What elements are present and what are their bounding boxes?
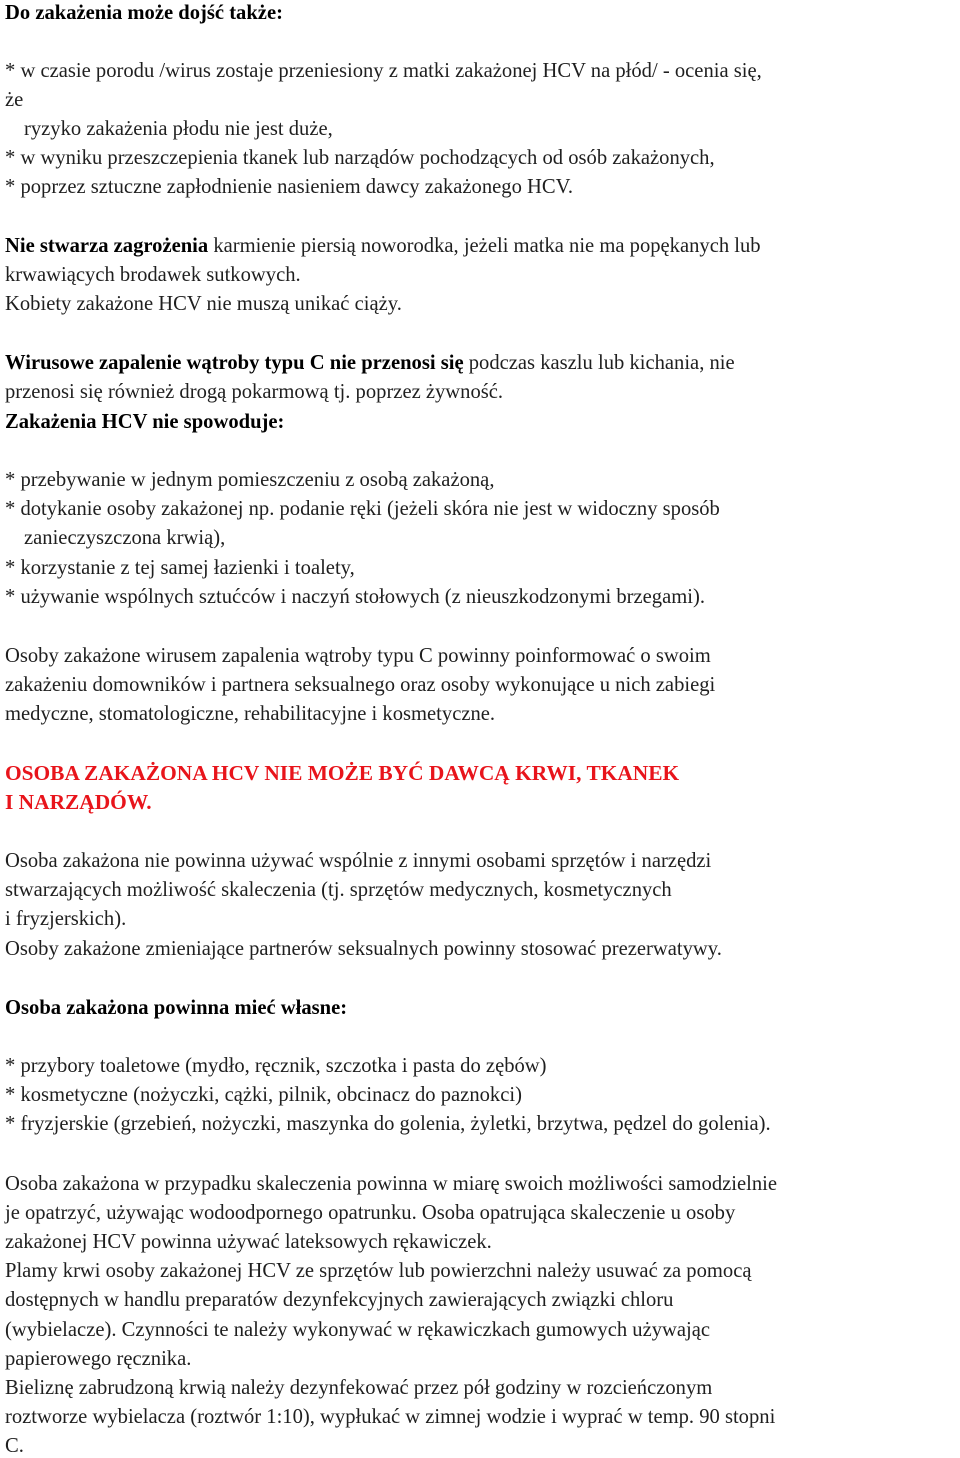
pregnancy-line: Kobiety zakażone HCV nie muszą unikać ciąży. [5, 293, 402, 315]
cough-paragraph [5, 351, 735, 375]
list-item: * przebywanie w jednym pomieszczeniu z osobą zakażoną, [5, 469, 495, 491]
heading-infection-also: Do zakażenia może dojść także: [5, 2, 283, 24]
list-item: * fryzjerskie (grzebień, nożyczki, maszynka do golenia, żyletki, brzytwa, pędzel do golenia). [5, 1113, 771, 1135]
list-item: * używanie wspólnych sztućców i naczyń stołowych (z nieuszkodzonymi brzegami). [5, 586, 705, 608]
equipment-line: i fryzjerskich). [5, 908, 127, 930]
warning-line: OSOBA ZAKAŻONA HCV NIE MOŻE BYĆ DAWCĄ KRWI, TKANEK [5, 761, 680, 785]
list-item: * poprzez sztuczne zapłodnienie nasieniem dawcy zakażonego HCV. [5, 176, 574, 198]
inform-line: medyczne, stomatologiczne, rehabilitacyjne i kosmetyczne. [5, 703, 496, 725]
list-item-continuation: zanieczyszczona krwią), [24, 527, 226, 549]
wounds-line: zakażonej HCV powinna używać lateksowych rękawiczek. [5, 1231, 492, 1253]
list-item-continuation: że [5, 89, 24, 111]
cough-bold-lead: Wirusowe zapalenie wątroby typu C nie przenosi się [5, 352, 464, 374]
cough-line: przenosi się również drogą pokarmową tj. poprzez żywność. [5, 381, 504, 403]
equipment-line: Osoba zakażona nie powinna używać wspólnie z innymi osobami sprzętów i narzędzi [5, 850, 712, 872]
cough-text: podczas kaszlu lub kichania, nie [463, 352, 735, 374]
condom-line: Osoby zakażone zmieniające partnerów seksualnych powinny stosować prezerwatywy. [5, 938, 722, 960]
breastfeeding-line: krwawiących brodawek sutkowych. [5, 264, 301, 286]
warning-line: I NARZĄDÓW. [5, 790, 152, 814]
wounds-line: Plamy krwi osoby zakażonej HCV ze sprzętów lub powierzchni należy usuwać za pomocą [5, 1260, 752, 1282]
list-item: * dotykanie osoby zakażonej np. podanie ręki (jeżeli skóra nie jest w widoczny sposób [5, 498, 720, 520]
equipment-line: stwarzających możliwość skaleczenia (tj. sprzętów medycznych, kosmetycznych [5, 879, 672, 901]
wounds-line: dostępnych w handlu preparatów dezynfekcyjnych zawierających związki chloru [5, 1289, 674, 1311]
breastfeeding-text: karmienie piersią noworodka, jeżeli matka nie ma popękanych lub [208, 235, 761, 257]
wounds-line: roztworze wybielacza (roztwór 1:10), wypłukać w zimnej wodzie i wyprać w temp. 90 stopni [5, 1406, 776, 1428]
list-item: * kosmetyczne (nożyczki, cążki, pilnik, obcinacz do paznokci) [5, 1084, 522, 1106]
wounds-line: je opatrzyć, używając wodoodpornego opatrunku. Osoba opatrująca skaleczenie u osoby [5, 1202, 736, 1224]
list-item: * w wyniku przeszczepienia tkanek lub narządów pochodzących od osób zakażonych, [5, 147, 715, 169]
heading-own-items: Osoba zakażona powinna mieć własne: [5, 997, 348, 1019]
wounds-line: Bieliznę zabrudzoną krwią należy dezynfekować przez pół godziny w rozcieńczonym [5, 1377, 713, 1399]
breastfeeding-paragraph [5, 234, 761, 258]
list-item: * w czasie porodu /wirus zostaje przeniesiony z matki zakażonej HCV na płód/ - ocenia się, [5, 60, 762, 82]
heading-no-infection: Zakażenia HCV nie spowoduje: [5, 411, 285, 433]
wounds-line: (wybielacze). Czynności te należy wykonywać w rękawiczkach gumowych używając [5, 1319, 711, 1341]
inform-line: Osoby zakażone wirusem zapalenia wątroby typu C powinny poinformować o swoim [5, 645, 711, 667]
list-item: * przybory toaletowe (mydło, ręcznik, szczotka i pasta do zębów) [5, 1055, 547, 1077]
inform-line: zakażeniu domowników i partnera seksualnego oraz osoby wykonujące u nich zabiegi [5, 674, 716, 696]
wounds-line: C. [5, 1435, 24, 1457]
wounds-line: papierowego ręcznika. [5, 1348, 192, 1370]
list-item-continuation: ryzyko zakażenia płodu nie jest duże, [24, 118, 333, 140]
list-item: * korzystanie z tej samej łazienki i toalety, [5, 557, 355, 579]
wounds-line: Osoba zakażona w przypadku skaleczenia powinna w miarę swoich możliwości samodzielnie [5, 1173, 777, 1195]
breastfeeding-bold-lead: Nie stwarza zagrożenia [5, 235, 209, 257]
